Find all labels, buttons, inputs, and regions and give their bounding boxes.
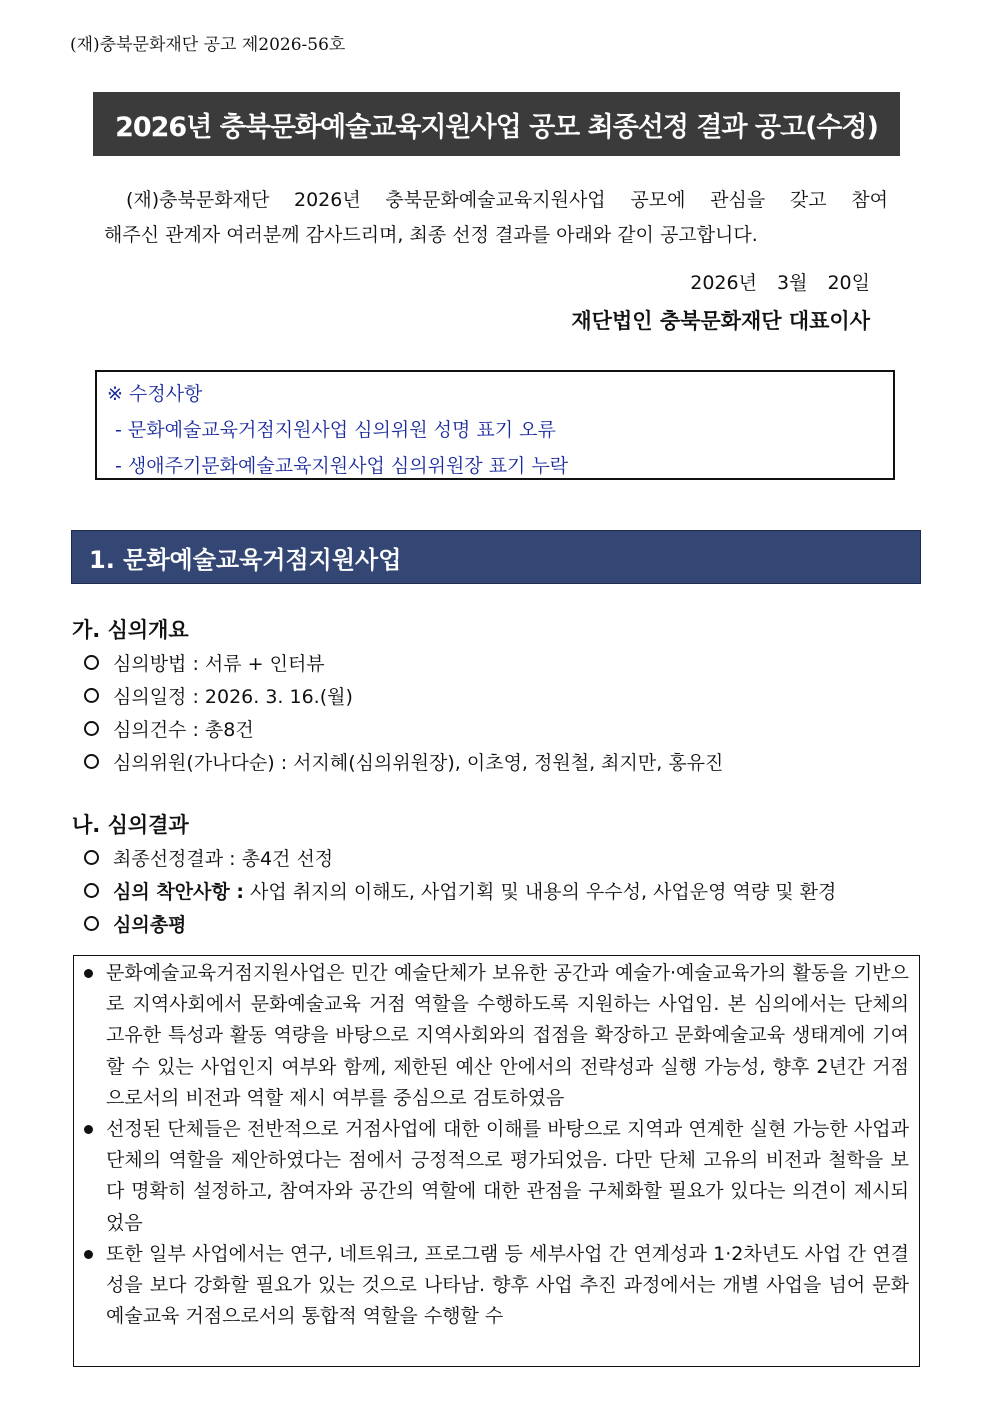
review-summary-box <box>73 955 920 1367</box>
result-list <box>84 843 836 942</box>
overview-heading: 가. 심의개요 <box>72 618 189 642</box>
announcement-date: 2026년 3월 20일 <box>690 272 870 294</box>
revision-item: - 생애주기문화예술교육지원사업 심의위원장 표기 누락 <box>115 455 569 477</box>
review-paragraph <box>82 958 909 1114</box>
revision-item: - 문화예술교육거점지원사업 심의위원 성명 표기 오류 <box>115 419 556 441</box>
intro-paragraph <box>104 183 888 253</box>
revision-heading: ※ 수정사항 <box>107 383 203 405</box>
section-1-header <box>71 530 921 584</box>
overview-item-text: 심의위원(가나다순) : 서지혜(심의위원장), 이초영, 정원철, 최지만, 홍유진 <box>113 752 724 774</box>
circle-bullet-icon <box>84 916 99 931</box>
bullet-dot-icon <box>84 1250 93 1259</box>
document-title-text: 2026년 충북문화예술교육지원사업 공모 최종선정 결과 공고(수정) <box>115 111 878 143</box>
review-paragraph <box>82 1239 909 1333</box>
final-result-text: 최종선정결과 : 총4건 선정 <box>113 848 334 870</box>
bullet-dot-icon <box>84 1125 93 1134</box>
overview-item <box>84 681 723 714</box>
circle-bullet-icon <box>84 655 99 670</box>
review-paragraph-text: 또한 일부 사업에서는 연구, 네트워크, 프로그램 등 세부사업 간 연계성과 1·2차년도 사업 간 연결성을 보다 강화할 필요가 있는 것으로 나타남. 향후 사업 추진 과정에서는 개별 사업을 넘어 문화예술교육 거점으로서의 통합적 역할을 수행할 수 <box>106 1242 909 1328</box>
circle-bullet-icon <box>84 721 99 736</box>
circle-bullet-icon <box>84 688 99 703</box>
review-label: 심의총평 <box>113 914 187 936</box>
intro-line-1: (재)충북문화재단 2026년 충북문화예술교육지원사업 공모에 관심을 갖고 참여 <box>126 189 888 211</box>
notice-number: (재)충북문화재단 공고 제2026-56호 <box>70 35 346 55</box>
overview-item <box>84 714 723 747</box>
document-title <box>93 92 900 156</box>
revision-box <box>95 370 895 480</box>
circle-bullet-icon <box>84 754 99 769</box>
overview-item <box>84 648 723 681</box>
overview-item-text: 심의방법 : 서류 + 인터뷰 <box>113 653 325 675</box>
overview-item-text: 심의건수 : 총8건 <box>113 719 254 741</box>
overview-list <box>84 648 723 780</box>
result-item <box>84 876 836 909</box>
overview-item-text: 심의일정 : 2026. 3. 16.(월) <box>113 686 353 708</box>
circle-bullet-icon <box>84 883 99 898</box>
result-item <box>84 843 836 876</box>
circle-bullet-icon <box>84 850 99 865</box>
result-item <box>84 909 836 942</box>
criteria-text: 사업 취지의 이해도, 사업기획 및 내용의 우수성, 사업운영 역량 및 환경 <box>243 881 837 903</box>
bullet-dot-icon <box>84 969 93 978</box>
result-heading: 나. 심의결과 <box>72 813 189 837</box>
issuer-name: 재단법인 충북문화재단 대표이사 <box>571 309 870 333</box>
intro-line-2: 해주신 관계자 여러분께 감사드리며, 최종 선정 결과를 아래와 같이 공고합니다. <box>104 224 758 246</box>
section-1-title: 1. 문화예술교육거점지원사업 <box>89 545 402 574</box>
review-paragraph-text: 문화예술교육거점지원사업은 민간 예술단체가 보유한 공간과 예술가·예술교육가의 활동을 기반으로 지역사회에서 문화예술교육 거점 역할을 수행하도록 지원하는 사업임. 본 심의에서는 단체의 고유한 특성과 활동 역량을 바탕으로 지역사회와의 접점을 확장하고 문화예술교육 생태계에 기여할 수 있는 사업인지 여부와 함께, 제한된 예산 안에서의 전략성과 실행 가능성, 향후 2년간 거점으로서의 비전과 역할 제시 여부를 중심으로 검토하였음 <box>106 962 909 1109</box>
review-paragraph-text: 선정된 단체들은 전반적으로 거점사업에 대한 이해를 바탕으로 지역과 연계한 실현 가능한 사업과 단체의 역할을 제안하였다는 점에서 긍정적으로 평가되었음. 다만 단체 고유의 비전과 철학을 보다 명확히 설정하고, 참여자와 공간의 역할에 대한 관점을 구체화할 필요가 있다는 의견이 제시되었음 <box>106 1118 909 1234</box>
criteria-label: 심의 착안사항 : <box>113 881 244 903</box>
review-paragraph <box>82 1114 909 1239</box>
overview-item <box>84 747 723 780</box>
